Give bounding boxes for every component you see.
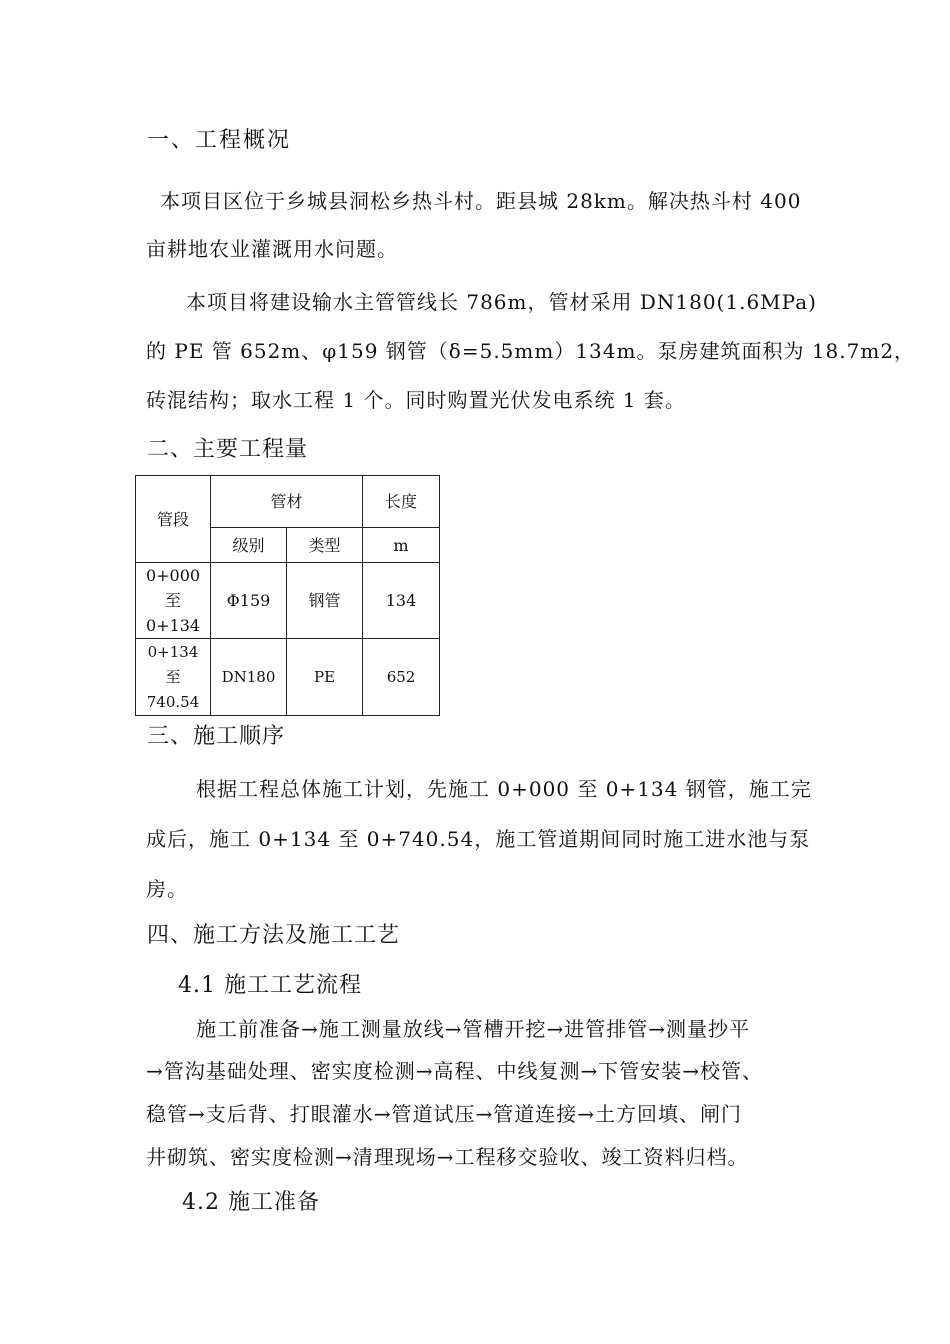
section-4-title: 四、施工方法及施工工艺 [147, 923, 401, 948]
header-segment: 管段 [136, 476, 211, 563]
segment-cell [136, 563, 211, 639]
flow-line1: 施工前准备→施工测量放线→管槽开挖→进管排管→测量抄平 [196, 1017, 751, 1041]
grade-cell: Φ159 [211, 563, 287, 639]
flow-line2: →管沟基础处理、密实度检测→高程、中线复测→下管安装→校管、 [146, 1059, 764, 1083]
segment-from: 0+134 [147, 642, 199, 661]
overview-p2-line3: 砖混结构；取水工程 1 个。同时购置光伏发电系统 1 套。 [146, 388, 686, 412]
section-4-1-title: 4.1 施工工艺流程 [178, 973, 362, 998]
table-row [136, 563, 440, 639]
section-3-title: 三、施工顺序 [147, 724, 286, 749]
subheader-grade: 级别 [211, 528, 287, 563]
subheader-unit: m [363, 528, 440, 563]
segment-mid: 至 [164, 591, 181, 610]
header-material: 管材 [211, 476, 363, 528]
length-cell: 652 [363, 639, 440, 716]
segment-from: 0+000 [145, 566, 201, 585]
header-length: 长度 [363, 476, 440, 528]
sequence-line3: 房。 [146, 877, 188, 901]
overview-p2-line1: 本项目将建设输水主管管线长 786m，管材采用 DN180(1.6MPa) [186, 290, 817, 314]
overview-p1-line2: 亩耕地农业灌溉用水问题。 [146, 237, 398, 261]
overview-p2-line2: 的 PE 管 652m、φ159 钢管（δ=5.5mm）134m。泵房建筑面积为 18.7m2， [146, 339, 916, 363]
type-cell: PE [287, 639, 363, 716]
subheader-type: 类型 [287, 528, 363, 563]
type-cell: 钢管 [287, 563, 363, 639]
flow-line4: 井砌筑、密实度检测→清理现场→工程移交验收、竣工资料归档。 [146, 1145, 749, 1169]
section-1-title: 一、工程概况 [147, 128, 292, 153]
flow-line3: 稳管→支后背、打眼灌水→管道试压→管道连接→土方回填、闸门 [146, 1102, 743, 1126]
segment-cell [136, 639, 211, 716]
segment-mid: 至 [165, 667, 181, 686]
section-4-2-title: 4.2 施工准备 [182, 1190, 320, 1215]
grade-cell: DN180 [211, 639, 287, 716]
segment-to: 0+134 [145, 616, 201, 635]
quantity-table [135, 475, 440, 716]
section-2-title: 二、主要工程量 [147, 437, 309, 462]
table-row [136, 639, 440, 716]
overview-p1-line1: 本项目区位于乡城县洞松乡热斗村。距县城 28km。解决热斗村 400 [160, 189, 802, 213]
length-cell: 134 [363, 563, 440, 639]
segment-to: 740.54 [146, 692, 200, 711]
sequence-line2: 成后，施工 0+134 至 0+740.54，施工管道期间同时施工进水池与泵 [146, 827, 811, 851]
sequence-line1: 根据工程总体施工计划，先施工 0+000 至 0+134 钢管，施工完 [196, 777, 812, 801]
